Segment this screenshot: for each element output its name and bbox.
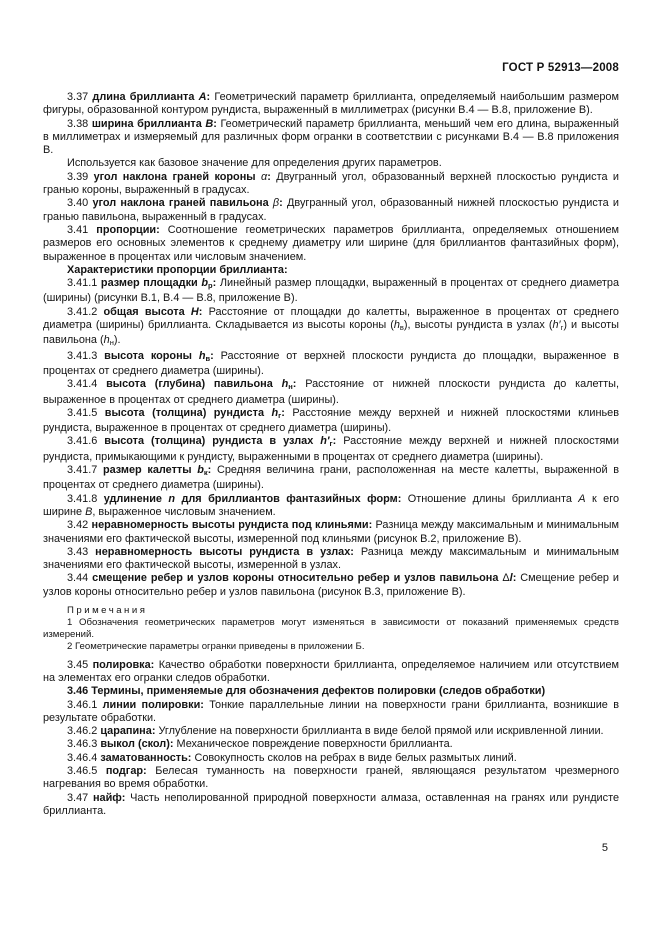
text-segment: заматованность:	[100, 751, 195, 764]
text-segment: для бриллиантов фантазийных форм:	[175, 492, 408, 505]
text-segment: l	[509, 572, 513, 585]
text-segment: общая высота	[103, 305, 191, 318]
text-segment: пропорции:	[96, 223, 168, 236]
text-segment: b	[197, 464, 204, 477]
text-segment: b	[201, 277, 209, 290]
text-segment: н	[288, 382, 293, 392]
text-segment: :	[267, 170, 277, 183]
text-segment: длина бриллианта	[92, 91, 199, 103]
text-segment: 1 Обозначения геометрических параметров могут изменяться в зависимости от показаний применяемых средств измерений.	[43, 616, 619, 640]
para-3-46-5	[43, 765, 619, 792]
text-segment: ).	[113, 334, 121, 347]
text-segment: Характеристики пропорции бриллианта:	[67, 263, 288, 276]
text-segment: Расстояние от площадки до калетты, выраженное в процентах от среднего диаметра (ширины) бриллианта. Складывается из высоты короны (	[43, 305, 619, 332]
text-segment: 3.43	[67, 545, 96, 558]
text-segment: найф:	[92, 791, 131, 804]
text-segment: h	[103, 334, 110, 347]
text-segment: :	[210, 349, 221, 362]
para-3-39	[43, 171, 619, 198]
text-segment: :	[292, 378, 306, 391]
text-segment: Примечания	[67, 604, 148, 616]
text-segment: n	[168, 492, 176, 505]
page-number: 5	[601, 842, 608, 854]
text-segment: Разница между максимальным и минимальным значениями его фактической высоты, измеренной в узлах.	[43, 545, 619, 572]
document-body	[43, 91, 619, 818]
note-1	[43, 617, 619, 641]
text-segment: Линейный размер площадки, выраженный в процентах от среднего диаметра (ширины) (рисунки В.1, В.4 — В.8, приложение В).	[43, 277, 620, 305]
document-header: ГОСТ Р 52913—2008	[502, 62, 619, 74]
text-segment: 3.46.3	[67, 738, 101, 751]
text-segment: Двугранный угол, образованный нижней плоскостью рундиста и гранью павильона, выраженный в градусах.	[43, 197, 620, 223]
text-segment: 3.41.1	[67, 277, 101, 290]
text-segment: h	[281, 378, 289, 391]
para-3-41-2	[43, 306, 619, 350]
text-segment: β	[272, 197, 280, 210]
para-3-46	[43, 685, 619, 698]
text-segment: 3.41.3	[67, 349, 105, 362]
text-segment: ширина бриллианта	[91, 117, 206, 130]
text-segment: h	[271, 406, 279, 419]
para-3-46-4	[43, 752, 619, 765]
text-segment: 3.46.4	[67, 751, 101, 764]
text-segment: Расстояние между верхней и нижней плоскостями рундиста, примыкающими к рундисту, выраженными в процентах от среднего диаметра (ширины).	[43, 435, 619, 463]
para-3-44	[43, 572, 619, 599]
text-segment: :	[212, 277, 220, 290]
text-segment: угол наклона граней короны	[93, 170, 261, 183]
text-segment: высота (толщина) рундиста	[104, 406, 272, 419]
text-segment: Соотношение геометрических параметров бриллианта, определяемых отношением размеров его основных элементов к среднему диаметру или ширине (для бриллиантов фантазийных форм), выраженное в процентах или числовым значением.	[43, 223, 619, 263]
text-segment: удлинение	[103, 492, 169, 505]
text-segment: В	[205, 117, 214, 130]
para-3-41-8	[43, 493, 619, 520]
para-3-47	[43, 792, 619, 819]
text-segment: 3.41.7	[67, 464, 103, 477]
text-segment: 3.37	[67, 91, 93, 103]
para-3-45	[43, 659, 619, 686]
text-segment: подгар:	[105, 764, 156, 777]
text-segment: :	[279, 197, 288, 210]
text-segment: 3.41	[67, 223, 97, 236]
text-segment: смещение ребер и узлов короны относительно ребер и узлов павильона	[92, 572, 503, 585]
text-segment: 3.41.5	[67, 406, 105, 419]
text-segment: 3.44	[67, 572, 93, 585]
text-segment: линии полировки:	[102, 698, 210, 711]
text-segment: Углубление на поверхности бриллианта в виде белой прямой или искривленной линии.	[158, 725, 604, 738]
para-3-38-note	[43, 157, 619, 170]
text-segment: 3.46.1	[67, 698, 103, 711]
para-3-41-3	[43, 350, 619, 379]
note-2	[43, 641, 619, 653]
text-segment: высота (глубина) павильона	[106, 378, 282, 391]
text-segment: , выраженное числовым значением.	[92, 505, 276, 518]
text-segment: Расстояние от нижней плоскости рундиста до калетты, выраженное в процентах от среднего диаметра (ширины).	[43, 378, 620, 406]
text-segment: 3.45	[67, 658, 93, 671]
para-3-46-1	[43, 699, 619, 726]
text-segment: в	[205, 353, 211, 363]
text-segment: Часть неполированной природной поверхности алмаза, оставленная на гранях или рундисте бриллианта.	[43, 791, 619, 817]
para-3-46-3	[43, 738, 619, 751]
text-segment: 3.41.8	[67, 492, 104, 505]
note-heading	[43, 605, 619, 617]
text-segment: неравномерность высоты рундиста в узлах:	[95, 545, 361, 558]
text-segment: α	[261, 170, 268, 183]
text-segment: Отношение длины бриллианта	[407, 492, 579, 505]
para-3-41-7	[43, 464, 619, 493]
text-segment: 3.42	[67, 519, 92, 532]
text-segment: :	[206, 91, 215, 103]
para-3-42	[43, 519, 619, 546]
text-segment: размер калетты	[102, 464, 198, 477]
text-segment: Тонкие параллельные линии на поверхности грани бриллианта, возникшие в результате обработки.	[43, 698, 619, 724]
text-segment: р	[208, 281, 213, 291]
para-3-41-4	[43, 378, 619, 407]
text-segment: выкол (скол):	[100, 738, 177, 751]
text-segment: Расстояние от верхней плоскости рундиста до площадки, выраженное в процентах от среднего диаметра (ширины).	[43, 349, 619, 377]
text-segment: 3.46.5	[67, 764, 106, 777]
para-3-40	[43, 197, 619, 224]
para-3-43	[43, 546, 619, 573]
text-segment: h′	[320, 435, 330, 448]
text-segment: высота (толщина) рундиста в узлах	[104, 435, 321, 448]
text-segment: размер площадки	[100, 277, 202, 290]
text-segment: h′	[552, 319, 561, 332]
text-segment: полировка:	[92, 658, 159, 671]
text-segment: :	[213, 117, 221, 130]
text-segment: Термины, применяемые для обозначения дефектов полировки (следов обработки)	[91, 685, 546, 698]
para-3-46-2	[43, 725, 619, 738]
text-segment: Смещение ребер и узлов короны относительно ребер и узлов павильона (рисунок В.3, приложение В).	[43, 572, 619, 598]
text-segment: Н	[190, 305, 199, 318]
para-3-41-6	[43, 435, 619, 464]
text-segment: Используется как базовое значение для определения других параметров.	[67, 157, 442, 170]
text-segment: Двугранный угол, образованный верхней плоскостью рундиста и гранью короны, выраженный в градусах.	[43, 170, 619, 197]
text-segment: :	[207, 464, 217, 477]
text-segment: 3.41.4	[67, 378, 107, 391]
para-3-41	[43, 224, 619, 264]
text-segment: Расстояние между верхней и нижней плоскостями клиньев рундиста, выраженное в процентах от среднего диаметра (ширины).	[43, 406, 619, 435]
text-segment: :	[332, 435, 344, 448]
text-segment: 3.46	[67, 685, 92, 698]
text-segment: 3.46.2	[67, 725, 101, 738]
text-segment: г	[278, 410, 282, 420]
para-3-38	[43, 118, 619, 158]
text-segment: ), высоты рундиста в узлах (	[403, 319, 553, 332]
text-segment: 3.38	[67, 117, 92, 130]
text-segment: 3.47	[67, 791, 93, 804]
text-segment: Механическое повреждение поверхности бриллианта.	[176, 738, 453, 751]
text-segment: h	[198, 349, 206, 362]
para-3-37	[43, 91, 619, 118]
text-segment: ) и высоты павильона (	[43, 319, 619, 347]
text-segment: Геометрический параметр бриллианта, определяемый наибольшим размером фигуры, образованной контуром рундиста, выраженный в миллиметрах (рисунки В.4 — В.8, приложение В).	[43, 91, 619, 117]
para-characteristics	[43, 264, 619, 277]
text-segment: В	[85, 505, 93, 518]
text-segment: Средняя величина грани, расположенная на месте калетты, выраженной в процентах от среднего диаметра (ширины).	[43, 464, 620, 492]
text-segment: г	[329, 439, 333, 449]
text-segment: 3.40	[67, 197, 93, 210]
text-segment: неравномерность высоты рундиста под клиньями:	[91, 519, 376, 532]
text-segment: Геометрический параметр бриллианта, меньший чем его длина, выраженный в миллиметрах и измеряемый для различных форм огранки в соответствии с рисунками В.4 — В.8 приложения В.	[43, 117, 620, 157]
text-segment: г	[560, 323, 564, 333]
text-segment: Δ	[502, 572, 510, 585]
text-segment: Белесая туманность на поверхности граней, являющаяся результатом чрезмерного нагревания во время обработки.	[43, 764, 619, 791]
text-segment: к его ширине	[43, 492, 620, 518]
para-3-41-5	[43, 407, 619, 436]
text-segment: Разница между максимальным и минимальным значениями его фактической высоты, измеренной под клиньями (рисунок В.2, приложение В).	[43, 519, 619, 545]
text-segment: царапина:	[100, 725, 159, 738]
text-segment: 3.41.2	[67, 305, 104, 318]
text-segment: угол наклона граней павильона	[92, 197, 273, 210]
text-segment: :	[512, 572, 521, 585]
text-segment: А	[578, 492, 586, 505]
text-segment: 3.41.6	[67, 435, 105, 448]
text-segment: Совокупность сколов на ребрах в виде белых размытых линий.	[194, 751, 517, 764]
text-segment: к	[203, 468, 208, 478]
text-segment: н	[109, 338, 114, 348]
text-segment: высота короны	[104, 349, 199, 362]
text-segment: А	[198, 91, 207, 103]
text-segment: :	[281, 406, 293, 419]
text-segment: 3.39	[67, 170, 94, 183]
para-3-41-1	[43, 277, 619, 306]
text-segment: Качество обработки поверхности бриллианта, определяемое наличием или отсутствием на элементах его огранки следов обработки.	[43, 658, 620, 684]
text-segment: 2 Геометрические параметры огранки приведены в приложении Б.	[67, 640, 365, 652]
text-segment: в	[399, 323, 404, 333]
text-segment: :	[198, 305, 209, 318]
text-segment: h	[393, 319, 400, 332]
